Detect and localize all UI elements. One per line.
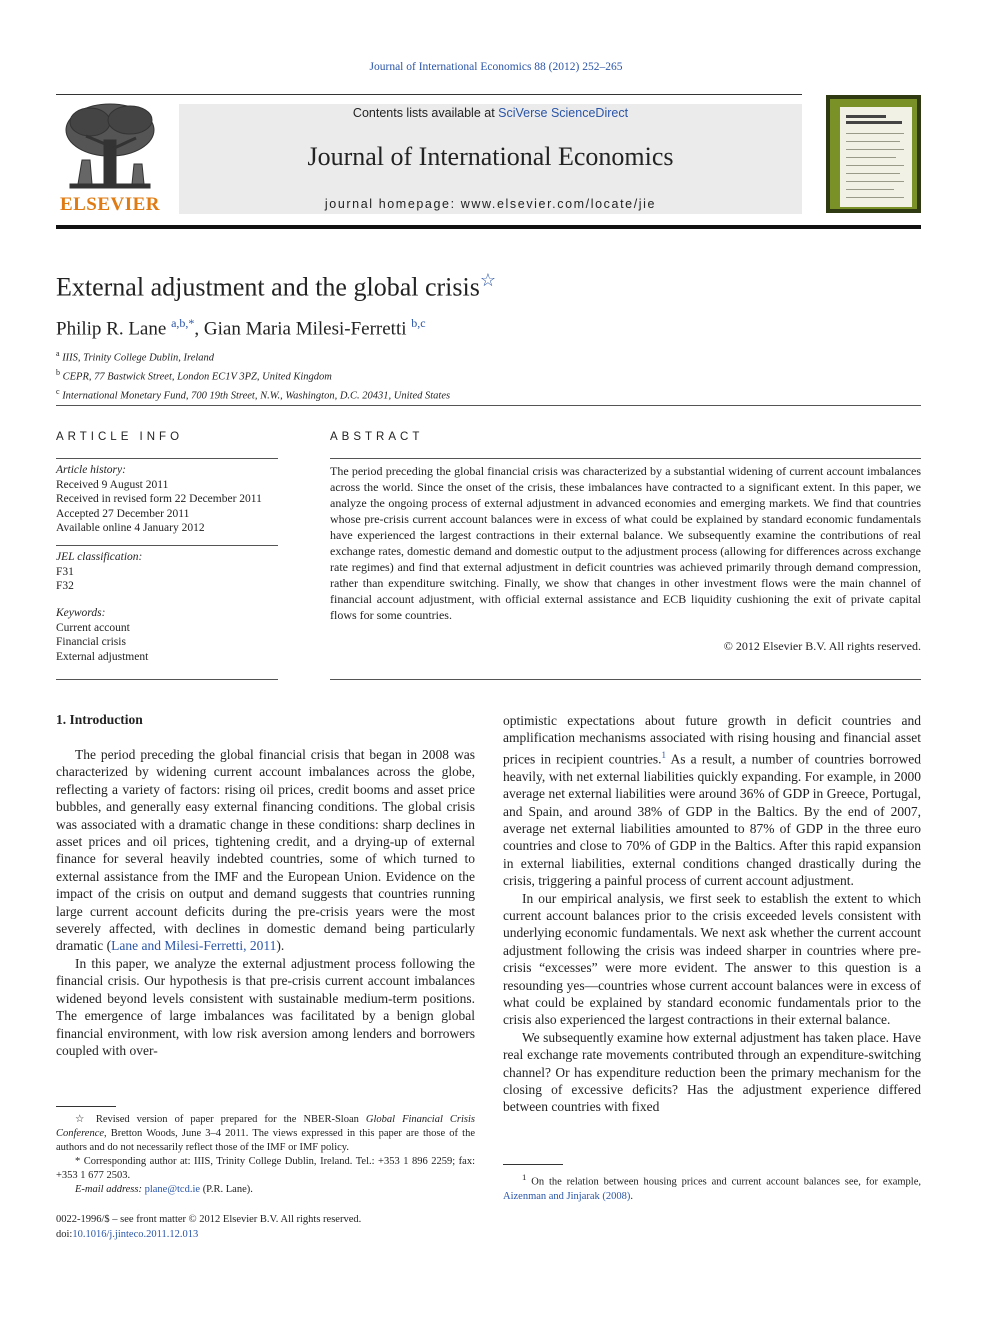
paragraph-text: The period preceding the global financial crisis that began in 2008 was characterized by widening current account imbalances across the globe, reflecting a variety of factors: rising oil prices, credit booms and asset price bubbles, and generally easy external financing conditions. The global crisis was associated with a dramatic change in these conditions: sharp declines in asset prices and oil prices, tightening credit, and a drying-up of external finance for several heavily indebted countries, some of which turned to external assistance from the IMF and the European Union. Evidence on the impact of the crisis on output and demand suggests that countries running large current account deficits during the pre-crisis years were the most severely affected, with declines in domestic demand being particularly dramatic (: [56, 747, 475, 954]
author-list: [56, 316, 426, 340]
affiliation-item: [56, 366, 450, 385]
footnote-text: , Bretton Woods, June 3–4 2011. The views expressed in this paper are those of the authors and do not necessarily reflect those of the IMF or IMF policy.: [56, 1128, 475, 1153]
article-info-heading: ARTICLE INFO: [56, 431, 184, 443]
jel-block: [56, 550, 278, 594]
keyword: External adjustment: [56, 650, 149, 663]
author-affil-marks[interactable]: b,c: [411, 316, 426, 330]
paragraph: In this paper, we analyze the external adjustment process following the financial crisis. Our hypothesis is that pre-crisis current account imbalances widened beyond levels consistent with sustainable medium-term positions. The emergence of large imbalances was facilitated by a benign global financial environment, with low risk aversion among lenders and borrowers coupled with over-: [56, 955, 475, 1058]
contents-prefix: Contents lists available at: [352, 106, 499, 120]
jel-rule: [56, 545, 278, 546]
affil-text: IIIS, Trinity College Dublin, Ireland: [62, 352, 215, 364]
paragraph-text: As a result, a number of countries borrowed heavily, with net external liabilities quickly expanding. For example, in 2000 average net external liabilities were around 36% of GDP in Greece, Portugal, and Spain, and around 38% of GDP in the Baltics. By the end of 2007, average net external liabilities amounted to 87% of GDP in the three euro countries and close to 70% of GDP in the Baltics. After this rapid expansion in external liabilities, external conditions changed drastically during the crisis, triggering a painful process of current account adjustment.: [503, 751, 921, 889]
cover-line: [846, 149, 904, 150]
author-name: Philip R. Lane: [56, 318, 167, 340]
abstract-rule: [330, 458, 921, 459]
cover-line: [846, 157, 896, 158]
affiliation-item: [56, 347, 450, 366]
keyword: Current account: [56, 621, 130, 634]
doi-line: [56, 1228, 361, 1243]
footnotes-left: [56, 1113, 475, 1197]
header-rule-bottom: [56, 225, 921, 229]
article-title: [56, 270, 496, 303]
cover-line: [846, 121, 902, 124]
footnote: [56, 1113, 475, 1155]
footnote-text: .: [630, 1190, 634, 1202]
cover-line: [846, 173, 900, 174]
cover-line: [846, 141, 900, 142]
history-item: Available online 4 January 2012: [56, 522, 205, 534]
paragraph: [56, 746, 475, 955]
abstract-end-rule: [330, 679, 921, 680]
footnote-star-icon: ☆: [75, 1114, 89, 1125]
left-column: [56, 746, 475, 1059]
cover-line: [846, 133, 904, 134]
abstract-text: The period preceding the global financial crisis was characterized by a substantial widening of current account imbalances across the world. Since the onset of the crisis, these imbalances have contracted to a significant extent. In this paper, we analyze the ongoing process of external adjustment in advanced economies and emerging markets. We find that countries whose pre-crisis current account balances were in excess of what could be explained by standard economic fundamentals have experienced the largest contractions in their external balance. We subsequently examine the contributions of real exchange rates, domestic demand and domestic output to the adjustment process (allowing for differences across exchange rate regimes) and find that external adjustment in deficit countries was achieved primarily through demand compression, rather than expenditure switching. Finally, we show that changes in other investment flows were the main channel of financial account adjustment, with official external assistance and ECB liquidity cushioning the exit of private capital flows for some countries.: [330, 464, 921, 622]
journal-homepage[interactable]: journal homepage: www.elsevier.com/locate/jie: [324, 197, 657, 211]
affil-mark: c: [56, 387, 60, 396]
footnote-text: Corresponding author at: IIIS, Trinity College Dublin, Ireland. Tel.: +353 1 896 2259; fax: +353 1 677 2503.: [56, 1156, 475, 1181]
author-name: Gian Maria Milesi-Ferretti: [203, 318, 407, 340]
email-label: E-mail address:: [75, 1184, 145, 1195]
history-item: Accepted 27 December 2011: [56, 507, 190, 520]
affil-mark: a: [56, 349, 60, 358]
article-info-rule: [56, 458, 278, 459]
footnotes-right: [503, 1170, 921, 1204]
author-separator: ,: [194, 318, 204, 340]
tree-icon: [56, 100, 164, 194]
journal-banner: [179, 104, 802, 214]
contents-line: [179, 106, 802, 120]
footnote: [56, 1183, 475, 1197]
elsevier-logo: [56, 100, 164, 216]
cover-page: [840, 107, 912, 207]
footnote: [56, 1155, 475, 1183]
footnote-mark: 1: [522, 1172, 527, 1182]
jel-code: F31: [56, 565, 74, 578]
paragraph: In our empirical analysis, we first seek to establish the extent to which current account balances prior to the crisis exceeded levels consistent with underlying economic fundamentals. We next ask whether the current account adjustment following the crisis was indeed sharper in countries where pre-crisis “excesses” were more evident. The answer to this question is a resounding yes—countries whose current account balances were in excess of what could be explained by standard economic fundamentals prior to the crisis also experienced the largest contractions in their external balance.: [503, 890, 921, 1028]
article-info: [56, 463, 278, 536]
cover-line: [846, 115, 886, 118]
footnote-asterisk: *: [75, 1156, 81, 1167]
footnote-rule: [56, 1106, 116, 1107]
affil-text: CEPR, 77 Bastwick Street, London EC1V 3PZ, United Kingdom: [62, 371, 332, 383]
doi-label: doi:: [56, 1228, 73, 1240]
cover-line: [846, 197, 904, 198]
cover-line: [846, 181, 904, 182]
email-link[interactable]: plane@tcd.ie: [144, 1184, 201, 1195]
journal-citation[interactable]: Journal of International Economics 88 (2012) 252–265: [369, 61, 623, 73]
front-matter-meta: [56, 1213, 361, 1242]
footnote-rule: [503, 1164, 563, 1165]
citation-link[interactable]: Lane and Milesi-Ferretti, 2011: [111, 938, 277, 954]
history-label: Article history:: [56, 464, 126, 476]
paragraph-text: ).: [276, 938, 285, 954]
footnote-ref[interactable]: 1: [661, 749, 666, 760]
right-column: [503, 712, 921, 1116]
affil-mark: b: [56, 368, 60, 377]
affil-text: International Monetary Fund, 700 19th Street, N.W., Washington, D.C. 20431, United States: [62, 390, 451, 402]
keywords-block: [56, 606, 278, 664]
history-item: Received 9 August 2011: [56, 478, 169, 491]
affiliations: [56, 347, 450, 404]
paragraph-text: optimistic expectations about future growth in deficit countries and amplification mechanisms associated with rising housing and financial asset prices in recipient countries.: [503, 713, 921, 767]
cover-line: [846, 165, 904, 166]
article-info-end-rule: [56, 679, 278, 680]
author-affil-marks[interactable]: a,b,*: [171, 316, 195, 330]
article-title-text: External adjustment and the global crisis: [56, 272, 480, 302]
issn-line: 0022-1996/$ – see front matter © 2012 Elsevier B.V. All rights reserved.: [56, 1214, 362, 1225]
keywords-label: Keywords:: [56, 607, 106, 619]
journal-cover-thumbnail: [826, 95, 921, 213]
title-footnote-star-icon[interactable]: ☆: [479, 270, 496, 290]
cover-line: [846, 189, 894, 190]
footnote-text: (P.R. Lane).: [200, 1184, 253, 1195]
abstract-copyright: © 2012 Elsevier B.V. All rights reserved.: [723, 639, 921, 653]
footnote-text: Revised version of paper prepared for the NBER-Sloan: [95, 1114, 366, 1125]
sciencedirect-link[interactable]: SciVerse ScienceDirect: [498, 106, 629, 120]
cover-frame: [830, 99, 917, 209]
keyword: Financial crisis: [56, 636, 126, 648]
affiliation-item: [56, 385, 450, 404]
history-item: Received in revised form 22 December 2011: [56, 493, 262, 505]
jel-code: F32: [56, 580, 74, 592]
jel-label: JEL classification:: [56, 551, 143, 563]
footnote-text-italic: Global Financial Crisis Conference: [56, 1114, 475, 1139]
abstract-heading: ABSTRACT: [330, 431, 424, 443]
footnote-text: On the relation between housing prices and current account balances see, for example,: [531, 1176, 922, 1188]
citation-link[interactable]: Aizenman and Jinjarak (2008): [503, 1190, 631, 1202]
elsevier-wordmark: ELSEVIER: [59, 194, 161, 215]
section-heading: 1. Introduction: [56, 712, 143, 727]
paragraph: [503, 712, 921, 890]
footnote: [503, 1170, 921, 1204]
title-block-rule: [56, 405, 921, 406]
doi-link[interactable]: 10.1016/j.jinteco.2011.12.013: [72, 1228, 199, 1240]
header-rule-top: [56, 94, 802, 95]
paragraph: We subsequently examine how external adjustment has taken place. Have real exchange rate movements contributed through an expenditure-switching channel? Or has expenditure reduction been the primary mechanism for the closing of excessive deficits? Has the adjustment experience differed between countries with fixed: [503, 1029, 921, 1115]
journal-title: Journal of International Economics: [307, 142, 674, 171]
